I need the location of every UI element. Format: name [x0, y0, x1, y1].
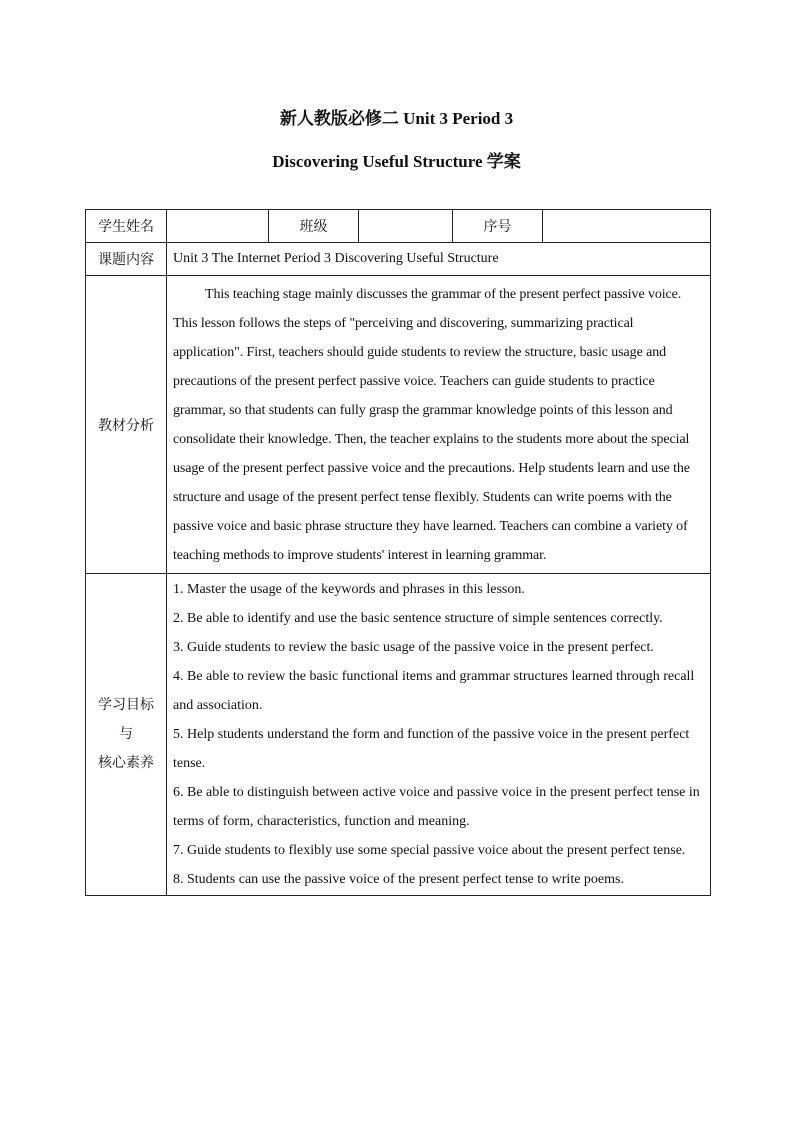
lesson-plan-table	[85, 209, 711, 896]
student-name-label: 学生姓名	[86, 210, 167, 243]
analysis-row	[86, 276, 711, 574]
number-field[interactable]	[543, 210, 711, 243]
objectives-label-line: 学习目标	[98, 697, 154, 713]
analysis-text: This teaching stage mainly discusses the grammar of the present perfect passive voice. This lesson follows the steps of "perceiving and discovering, summarizing practical application". First, teachers should guide students to review the structure, basic usage and precautions of the present perfect passive voice. Teachers can guide students to practice grammar, so that students can fully grasp the grammar knowledge points of this lesson and consolidate their knowledge. Then, the teacher explains to the students more about the special usage of the present perfect passive voice and the precautions. Help students learn and use the structure and usage of the present perfect tense flexibly. Students can write poems with the passive voice and basic phrase structure they have learned. Teachers can combine a variety of teaching methods to improve students' interest in learning grammar.	[167, 276, 711, 574]
document-title: 新人教版必修二 Unit 3 Period 3	[279, 109, 514, 128]
objective-item: 3. Guide students to review the basic usage of the passive voice in the present perfect.	[173, 640, 654, 655]
class-field[interactable]	[359, 210, 453, 243]
objective-item: 7. Guide students to flexibly use some special passive voice about the present perfect tense.	[173, 843, 686, 858]
objective-item: 8. Students can use the passive voice of the present perfect tense to write poems.	[173, 872, 624, 887]
objectives-label-line: 与	[119, 726, 133, 742]
class-label: 班级	[269, 210, 359, 243]
analysis-label: 教材分析	[86, 276, 167, 574]
document-subtitle: Discovering Useful Structure 学案	[272, 152, 521, 171]
student-name-field[interactable]	[167, 210, 269, 243]
objectives-list	[167, 574, 711, 896]
objective-item: 4. Be able to review the basic functional items and grammar structures learned through recall and association.	[173, 669, 695, 713]
number-label: 序号	[453, 210, 543, 243]
topic-value: Unit 3 The Internet Period 3 Discovering Useful Structure	[167, 243, 711, 276]
objective-item: 2. Be able to identify and use the basic sentence structure of simple sentences correctly.	[173, 611, 663, 626]
topic-label: 课题内容	[86, 243, 167, 276]
objectives-label-line: 核心素养	[98, 755, 154, 771]
objective-item: 1. Master the usage of the keywords and phrases in this lesson.	[173, 582, 525, 597]
objectives-row	[86, 574, 711, 896]
objective-item: 6. Be able to distinguish between active voice and passive voice in the present perfect tense in terms of form, characteristics, function and meaning.	[173, 785, 700, 829]
objectives-label	[86, 574, 167, 896]
info-row	[86, 210, 711, 243]
objective-item: 5. Help students understand the form and function of the passive voice in the present perfect tense.	[173, 727, 690, 771]
topic-row	[86, 243, 711, 276]
